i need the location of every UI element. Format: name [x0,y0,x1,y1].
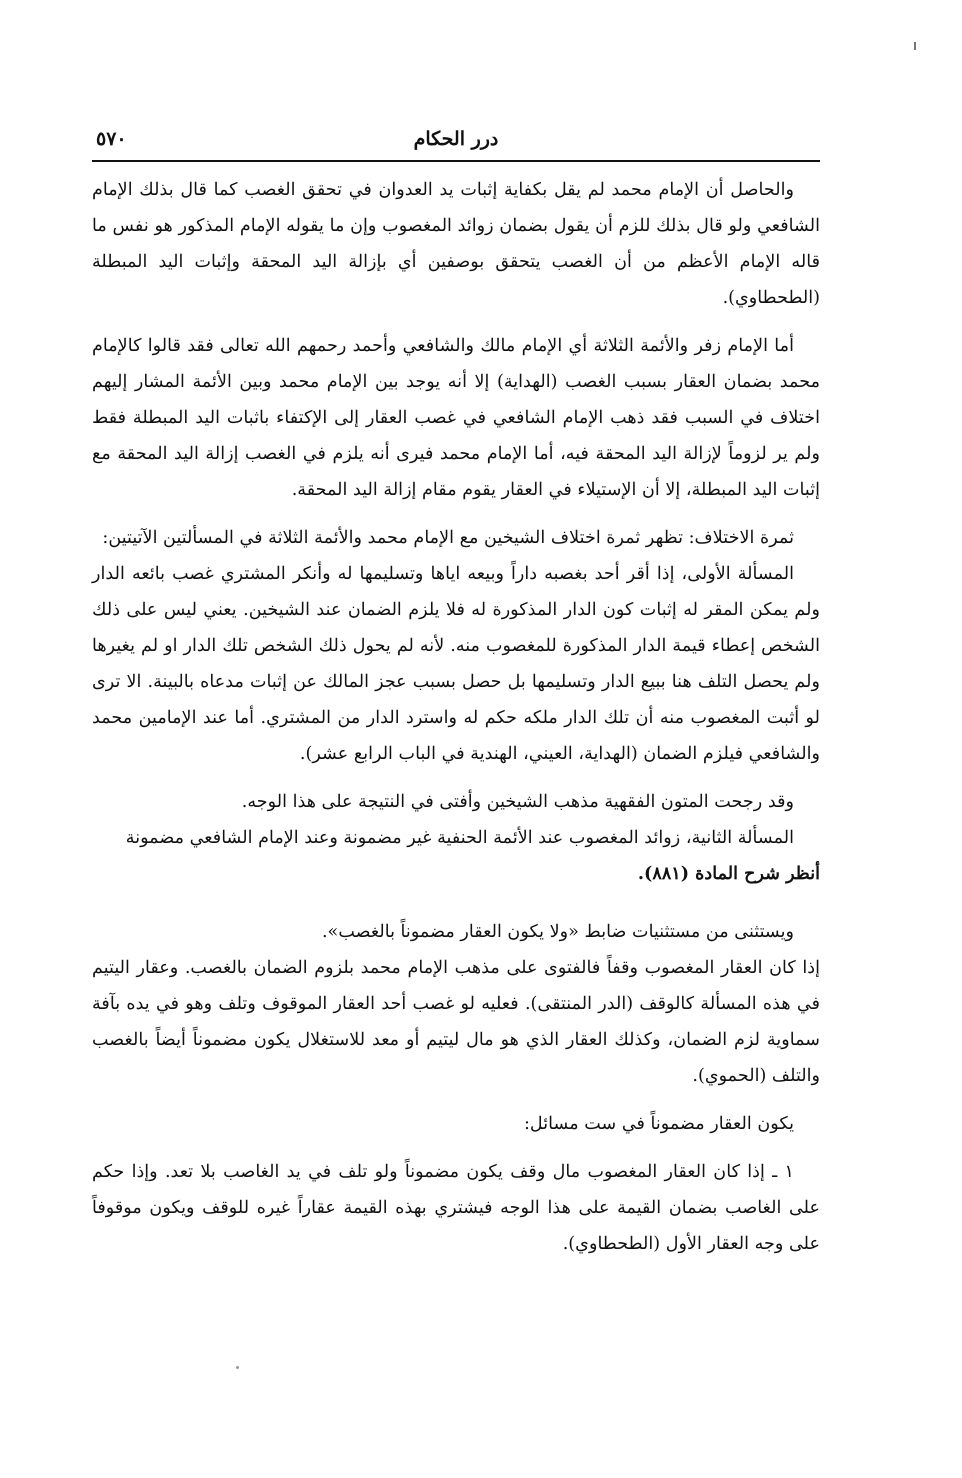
paragraph-exception: ويستثنى من مستثنيات ضابط «ولا يكون العقار مضموناً بالغصب». [321,922,794,942]
paragraph-six-cases: يكون العقار مضموناً في ست مسائل: [524,1114,794,1134]
page-header [92,120,820,160]
page-body [92,172,820,1274]
paragraph-imams-opinion: أما الإمام زفر والأئمة الثلاثة أي الإمام مالك والشافعي وأحمد رحمهم الله تعالى فقد قالوا كالإمام محمد بضمان العقار بسبب الغصب (الهداية) إلا أنه يوجد بين الإمام محمد وبين الأئمة المشار إليهم اختلاف في السبب فقد ذهب الإمام الشافعي في غصب العقار إلى الإكتفاء باثبات اليد المبطلة فقط ولم ير لزوماً لإزالة اليد المحقة فيه، أما الإمام محمد فيرى أنه يلزم في الغصب إزالة اليد المحقة مع إثبات اليد المبطلة، إلا أن الإستيلاء في العقار يقوم مقام إزالة اليد المحقة. [92,336,820,500]
scan-speck [914,42,916,50]
paragraph-waqf: إذا كان العقار المغصوب وقفاً فالفتوى على مذهب الإمام محمد بلزوم الضمان بالغصب. وعقار اليتيم في هذه المسألة كالوقف (الدر المنتقى). فعليه لو غصب أحد العقار الموقوف وتلف وهو في يده بآفة سماوية لزم الضمان، وكذلك العقار الذي هو مال ليتيم أو معد للاستغلال يكون مضموناً أيضاً بالغصب والتلف (الحموي). [92,958,820,1086]
paragraph-summary: والحاصل أن الإمام محمد لم يقل بكفاية إثبات يد العدوان في تحقق الغصب كما قال بذلك الإمام الشافعي ولو قال بذلك للزم أن يقول بضمان زوائد المغصوب وإن ما يقوله الإمام المذكور هو نفس ما قاله الإمام الأعظم من أن الغصب يتحقق بوصفين أي بإزالة اليد المحقة وإثبات اليد المبطلة (الطحطاوي). [92,180,820,308]
scan-dot [236,1366,239,1369]
paragraph-see-article: أنظر شرح المادة (٨٨١). [637,863,820,884]
paragraph-case-one: ١ ـ إذا كان العقار المغصوب مال وقف يكون مضموناً ولو تلف في يد الغاصب بلا تعد. وإذا حكم على الغاصب بضمان القيمة على هذا الوجه فيشتري بهذه القيمة عقاراً غيره للوقف ويكون موقوفاً على وجه العقار الأول (الطحطاوي). [92,1162,820,1254]
paragraph-disagreement-fruit: ثمرة الاختلاف: تظهر ثمرة اختلاف الشيخين مع الإمام محمد والأئمة الثلاثة في المسألتين الآتيتين: [102,528,794,548]
header-rule [92,160,820,162]
page-number: ٥٧٠ [96,128,127,150]
paragraph-first-issue: المسألة الأولى، إذا أقر أحد بغصبه داراً وبيعه اياها وتسليمها له وأنكر المشتري غصب بائعه الدار ولم يمكن المقر له إثبات كون الدار المذكورة له فلا يلزم الضمان عند الشيخين. يعني ليس على ذلك الشخص إعطاء قيمة الدار المذكورة للمغصوب منه. لأنه لم يحول ذلك الشخص تلك الدار او لم يغيرها ولم يحصل التلف هنا ببيع الدار وتسليمها بل حصل بسبب عجز المالك عن إثبات مدعاه بالبينة. الا ترى لو أثبت المغصوب منه أن تلك الدار ملكه حكم له واسترد الدار من المشتري. أما عند الإمامين محمد والشافعي فيلزم الضمان (الهداية، العيني، الهندية في الباب الرابع عشر). [92,564,820,764]
paragraph-preference: وقد رجحت المتون الفقهية مذهب الشيخين وأفتى في النتيجة على هذا الوجه. [241,792,794,812]
running-title: درر الحكام [413,128,499,150]
paragraph-second-issue: المسألة الثانية، زوائد المغصوب عند الأئمة الحنفية غير مضمونة وعند الإمام الشافعي مضمونة [125,828,794,848]
